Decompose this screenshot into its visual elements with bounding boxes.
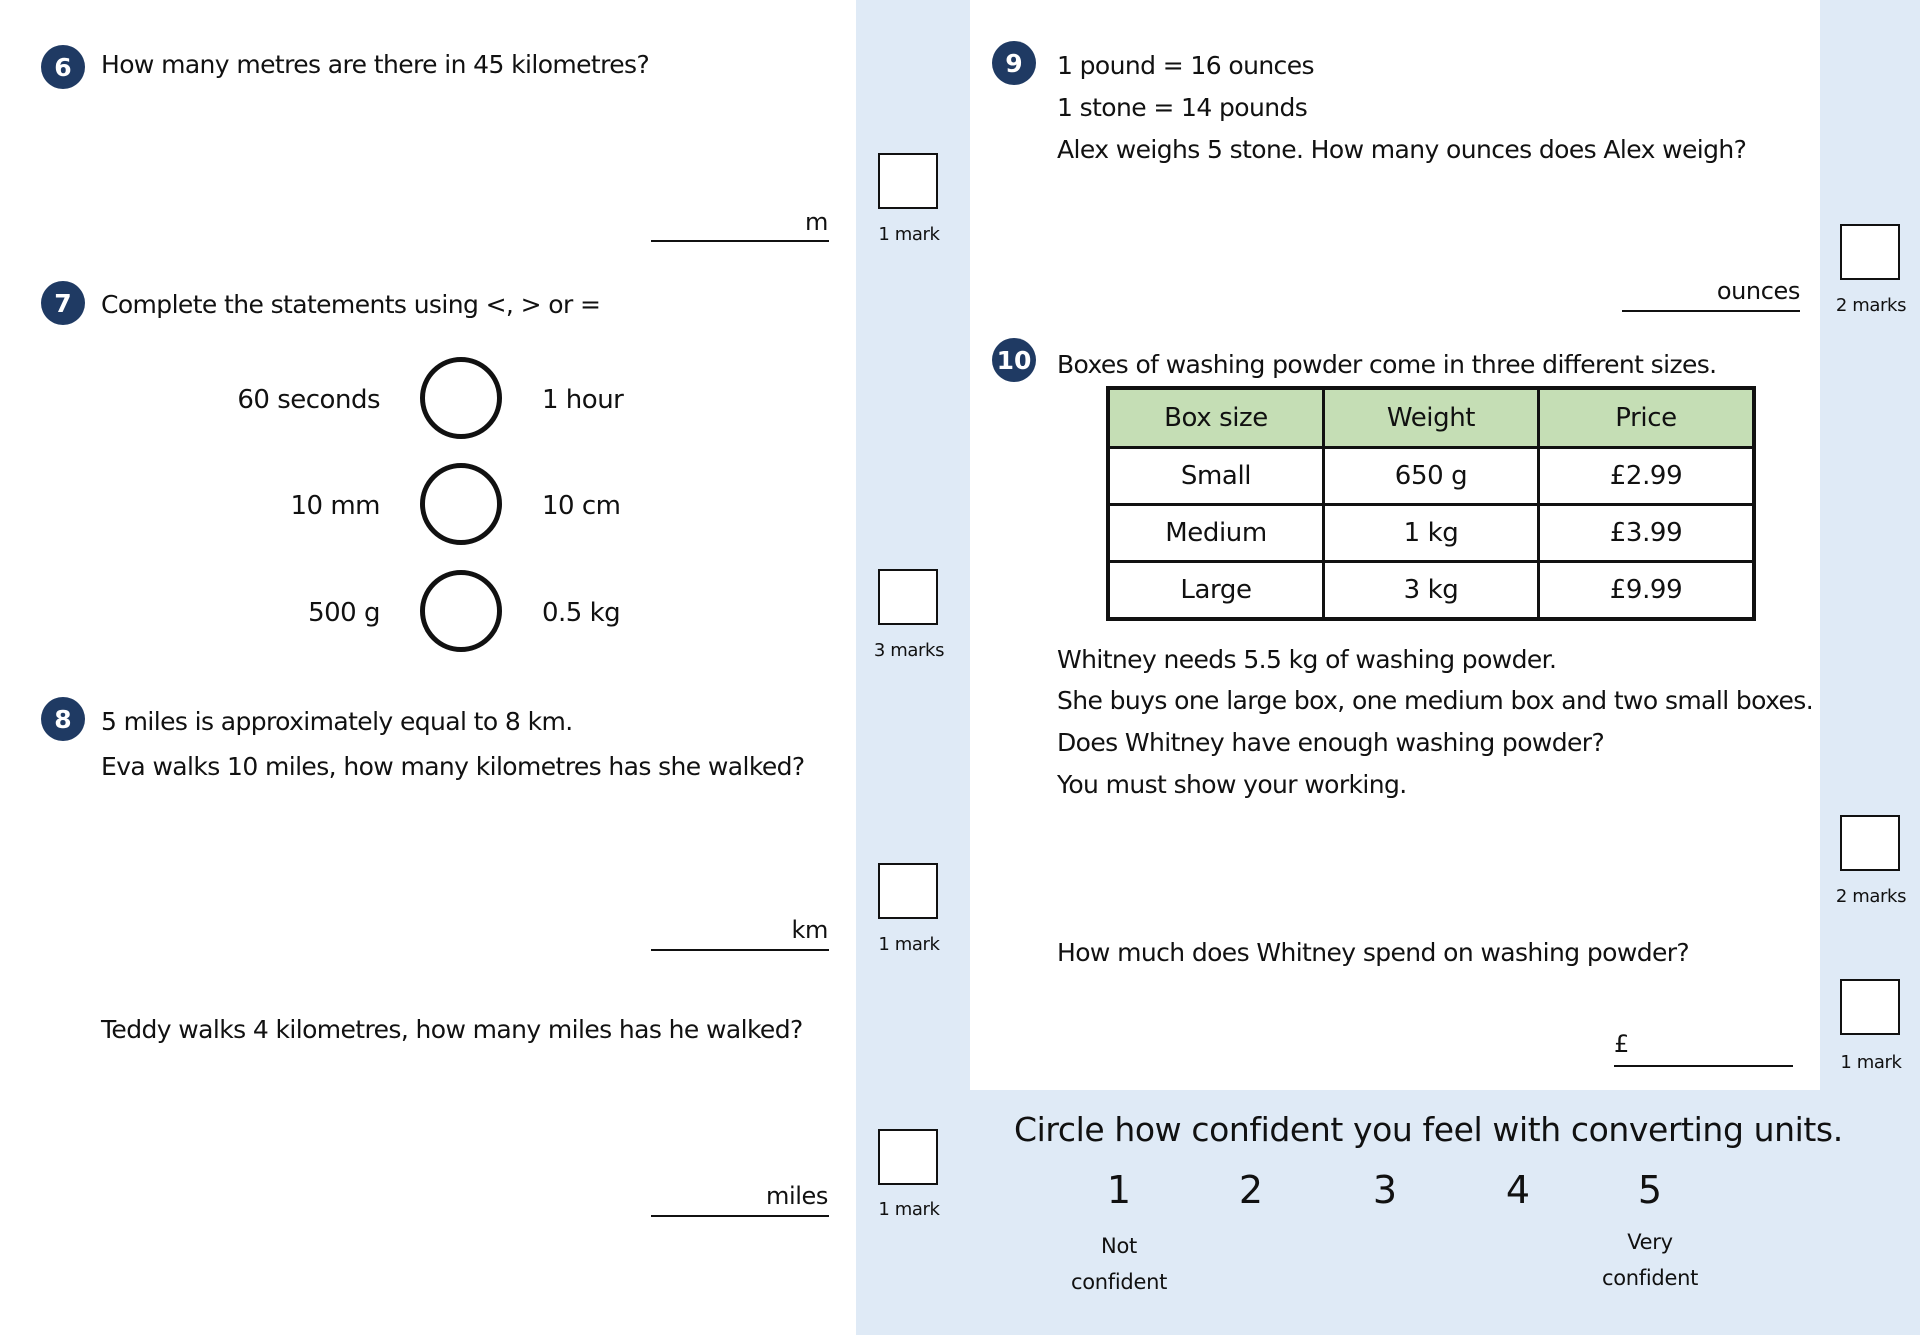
question-6-mark-box[interactable] (878, 153, 938, 209)
question-10b-answer-line[interactable] (1614, 1065, 1793, 1067)
question-9-marks-label: 2 marks (1835, 295, 1907, 316)
not-confident-label-line-2: confident (1070, 1270, 1168, 1294)
compare-row-1-circle[interactable] (420, 357, 502, 439)
confidence-option-5[interactable]: 5 (1637, 1168, 1663, 1212)
table-cell: Large (1108, 562, 1324, 620)
question-9-answer-line[interactable] (1622, 310, 1800, 312)
table-cell: 1 kg (1324, 505, 1539, 562)
question-8a-answer-line[interactable] (651, 949, 829, 951)
question-7-badge: 7 (41, 281, 85, 325)
question-9-line-2: 1 stone = 14 pounds (1057, 93, 1308, 122)
very-confident-label-line-2: confident (1601, 1266, 1699, 1290)
question-8a-unit: km (791, 916, 828, 944)
confidence-option-1[interactable]: 1 (1106, 1168, 1132, 1212)
very-confident-label (1585, 1224, 1715, 1296)
question-9-line-1: 1 pound = 16 ounces (1057, 51, 1314, 80)
question-10-intro: Boxes of washing powder come in three different sizes. (1057, 350, 1717, 379)
question-8b-unit: miles (766, 1182, 828, 1210)
question-8b-text: Teddy walks 4 kilometres, how many miles has he walked? (101, 1015, 803, 1044)
very-confident-label-line-1: Very (1627, 1230, 1673, 1254)
question-10b-currency: £ (1614, 1030, 1629, 1058)
table-cell: £2.99 (1539, 448, 1755, 505)
table-cell: 3 kg (1324, 562, 1539, 620)
confidence-option-2[interactable]: 2 (1238, 1168, 1264, 1212)
confidence-option-4[interactable]: 4 (1505, 1168, 1531, 1212)
question-6-marks-label: 1 mark (878, 224, 940, 245)
table-cell: 650 g (1324, 448, 1539, 505)
question-8a-text: Eva walks 10 miles, how many kilometres has she walked? (101, 752, 805, 781)
question-6-badge: 6 (41, 45, 85, 89)
question-8-badge: 8 (41, 697, 85, 741)
table-cell: £9.99 (1539, 562, 1755, 620)
confidence-title: Circle how confident you feel with converting units. (1014, 1110, 1843, 1149)
table-cell: Small (1108, 448, 1324, 505)
compare-row-1-right: 1 hour (542, 385, 624, 415)
not-confident-label-line-1: Not (1101, 1234, 1137, 1258)
question-8b-mark-box[interactable] (878, 1129, 938, 1185)
compare-row-1-left: 60 seconds (237, 385, 380, 415)
question-10a-line-4: You must show your working. (1057, 770, 1407, 799)
question-10a-line-1: Whitney needs 5.5 kg of washing powder. (1057, 645, 1557, 674)
question-7-mark-box[interactable] (878, 569, 938, 625)
compare-row-2-left: 10 mm (290, 491, 380, 521)
question-6-text: How many metres are there in 45 kilometres? (101, 50, 650, 79)
compare-row-3-right: 0.5 kg (542, 598, 621, 628)
washing-powder-table (1106, 386, 1756, 621)
question-9-mark-box[interactable] (1840, 224, 1900, 280)
question-6-unit: m (805, 208, 828, 236)
table-header-cell: Price (1539, 388, 1755, 448)
question-6-answer-line[interactable] (651, 240, 829, 242)
compare-row-2-circle[interactable] (420, 463, 502, 545)
compare-row-3-circle[interactable] (420, 570, 502, 652)
table-row (1108, 448, 1754, 505)
question-10b-mark-box[interactable] (1840, 979, 1900, 1035)
question-8a-mark-box[interactable] (878, 863, 938, 919)
question-10b-marks-label: 1 mark (1840, 1052, 1902, 1073)
question-10a-line-2: She buys one large box, one medium box and two small boxes. (1057, 686, 1814, 715)
table-row (1108, 505, 1754, 562)
question-10a-line-3: Does Whitney have enough washing powder? (1057, 728, 1605, 757)
question-10a-marks-label: 2 marks (1835, 886, 1907, 907)
question-9-unit: ounces (1716, 277, 1800, 305)
table-cell: Medium (1108, 505, 1324, 562)
table-header-cell: Weight (1324, 388, 1539, 448)
not-confident-label (1054, 1228, 1184, 1300)
compare-row-2-right: 10 cm (542, 491, 621, 521)
table-header-cell: Box size (1108, 388, 1324, 448)
table-cell: £3.99 (1539, 505, 1755, 562)
question-10-badge: 10 (992, 338, 1036, 382)
question-9-line-3: Alex weighs 5 stone. How many ounces does Alex weigh? (1057, 135, 1747, 164)
table-row (1108, 562, 1754, 620)
question-9-badge: 9 (992, 41, 1036, 85)
question-7-marks-label: 3 marks (873, 640, 945, 661)
question-8a-marks-label: 1 mark (878, 934, 940, 955)
compare-row-3-left: 500 g (308, 598, 380, 628)
question-8b-marks-label: 1 mark (878, 1199, 940, 1220)
question-10b-text: How much does Whitney spend on washing powder? (1057, 938, 1690, 967)
question-7-text: Complete the statements using <, > or = (101, 290, 601, 319)
question-10a-mark-box[interactable] (1840, 815, 1900, 871)
question-8b-answer-line[interactable] (651, 1215, 829, 1217)
confidence-option-3[interactable]: 3 (1372, 1168, 1398, 1212)
question-8-line-1: 5 miles is approximately equal to 8 km. (101, 707, 573, 736)
table-header-row (1108, 388, 1754, 448)
